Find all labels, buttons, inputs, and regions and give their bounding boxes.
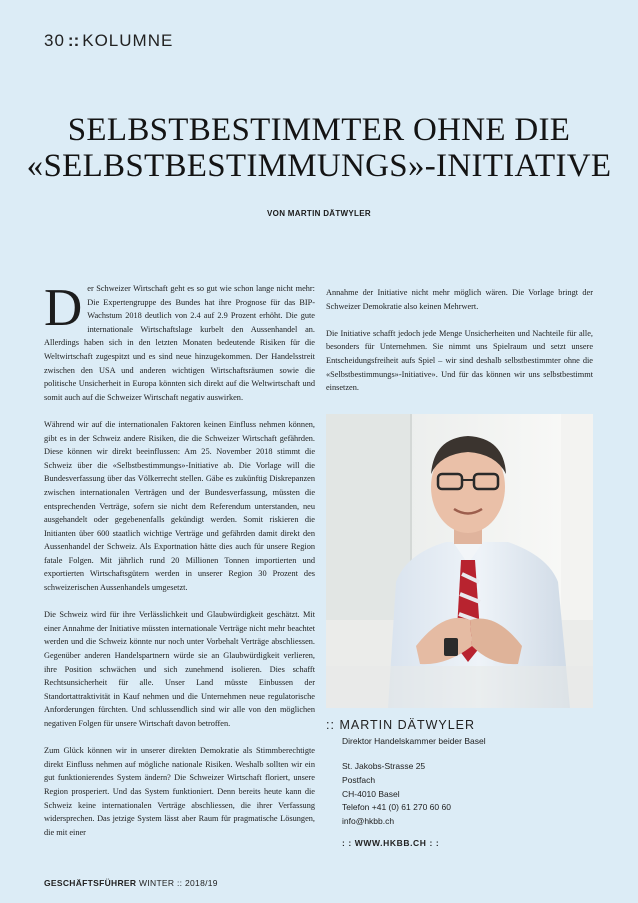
paragraph: Annahme der Initiative nicht mehr möglich wären. Die Vorlage bringt der Schweizer Demokratie also keinen Mehrwert. [326,288,593,311]
article-column-right [326,286,593,408]
page-header [44,31,173,51]
author-name-text: MARTIN DÄTWYLER [339,718,476,732]
author-name [326,718,475,732]
issue-label: WINTER :: 2018/19 [139,878,218,888]
portrait-illustration [326,414,593,708]
address-phone: Telefon +41 (0) 61 270 60 60 [342,802,451,813]
address-street: St. Jakobs-Strasse 25 [342,761,426,771]
paragraph: Zum Glück können wir in unserer direkten Demokratie als Stimmberechtigte direkt Einfluss nehmen auf mögliche nationale Risiken. Weshalb sollten wir ein gut funktionierendes System ändern? Die Schweizer Wirtschaft floriert, unsere Region prosperiert. Und das System funktioniert. Denn bereits heute kann die Schweiz keine internationalen Verträge abschliessen, die ihrer Verfassung widersprechen. Das jetzige System lässt aber Raum für pragmatische Lösungen, die mit einer [44,746,315,837]
signature-prefix: :: [326,718,335,732]
author-portrait-photo [326,414,593,708]
website-link[interactable]: : : WWW.HKBB.CH : : [342,838,440,848]
paragraph: Die Schweiz wird für ihre Verlässlichkeit und Glaubwürdigkeit geschätzt. Mit einer Annahme der Initiative müssten internationale Verträge nicht mehr beachtet werden und die Schweiz könnte nur noch unter Vorbehalt Verträge abschliessen. Gegenüber anderen Handelspartnern würde sie an Glaubwürdigkeit verlieren, ihre Position schwächen und sich zunehmend isolieren. Dies schafft Rechtsunsicherheit für alle. Unser Land müsste Einbussen der Standortattraktivität in Kauf nehmen und die Unternehmen neue regulatorische Anforderungen fürchten. Und schlussendlich sind wir alle von den möglichen negativen Folgen für unsere Wirtschaft davon betroffen. [44,610,315,728]
author-address [342,760,451,829]
address-city: CH-4010 Basel [342,788,400,799]
author-role: Direktor Handelskammer beider Basel [342,736,486,746]
title-line-1: SELBSTBESTIMMTER OHNE DIE [67,112,571,148]
paragraph: Während wir auf die internationalen Faktoren keinen Einfluss nehmen können, gibt es in der Schweiz andere Risiken, die die Schweizer Wirtschaft gefährden. Diese können wir direkt beeinflussen: Am 25. November 2018 stimmt die Schweiz über die «Selbstbestimmungs»-Initiative ab. Die Vorlage will die Bundesverfassung über das Völkerrecht stellen. Gäbe es zukünftig Diskrepanzen zwischen internationalen Verträgen und der Bundesverfassung, müssten die entsprechenden Verträge, sofern sie nicht dem Referendum unterstanden, neu ausgehandelt oder gegebenenfalls gekündigt werden. Somit riskieren die Initianten über 600 staatlich wichtige Verträge und gefährden damit direkt den Aussenhandel der Schweiz. Als Exportnation hätte dies auch für unsere Region fatale Folgen. Mit jährlich rund 20 Millionen Tonnen importierten und exportierten Wirtschaftsgütern werden in unserer Region 30 Prozent des schweizerischen Aussenhandels umgesetzt. [44,419,315,593]
article-column-left [44,279,315,853]
paragraph [44,279,315,404]
address-postbox: Postfach [342,774,376,785]
paragraph: Die Initiative schafft jedoch jede Menge Unsicherheiten und Nachteile für alle, besonders für Unternehmen. Sie nimmt uns Spielraum und setzt unsere Entscheidungsfreiheit aufs Spiel – wir sind deshalb selbstbestimmter ohne die «Selbstbestimmungs»-Initiative». Und für das können wir uns selbstbestimmt einsetzen. [326,328,593,393]
drop-cap: D [44,279,83,337]
address-email[interactable]: info@hkbb.ch [342,816,395,827]
header-separator: :: [67,31,80,50]
paragraph-text: er Schweizer Wirtschaft geht es so gut wie schon lange nicht mehr: Die Expertengruppe des Bundes hat ihre Prognose für das BIP-Wachstum 2018 deutlich von 2.4 auf 2.9 Prozent erhöht. Die gute internationale Wirtschaftslage kurbelt den Aussenhandel an. Allerdings haben sich in den letzten Monaten bedeutende Risiken für die Weltwirtschaft zugespitzt und es sind neue hinzugekommen. Der Handelsstreit zwischen den USA und anderen wichtigen Wirtschaftsräumen sowie die politische Unsicherheit in Europa könnten sich direkt auf die Weltwirtschaft und somit auch auf die Schweizer Wirtschaft negativ auswirken. [44,284,315,402]
byline: VON MARTIN DÄTWYLER [267,209,371,218]
article-title [20,112,618,184]
publication-name: GESCHÄFTSFÜHRER [44,878,137,888]
page-footer [44,878,218,888]
title-line-2: «SELBSTBESTIMMUNGS»-INITIATIVE [26,148,612,184]
page-number: 30 [44,31,65,50]
section-label: KOLUMNE [82,31,174,50]
